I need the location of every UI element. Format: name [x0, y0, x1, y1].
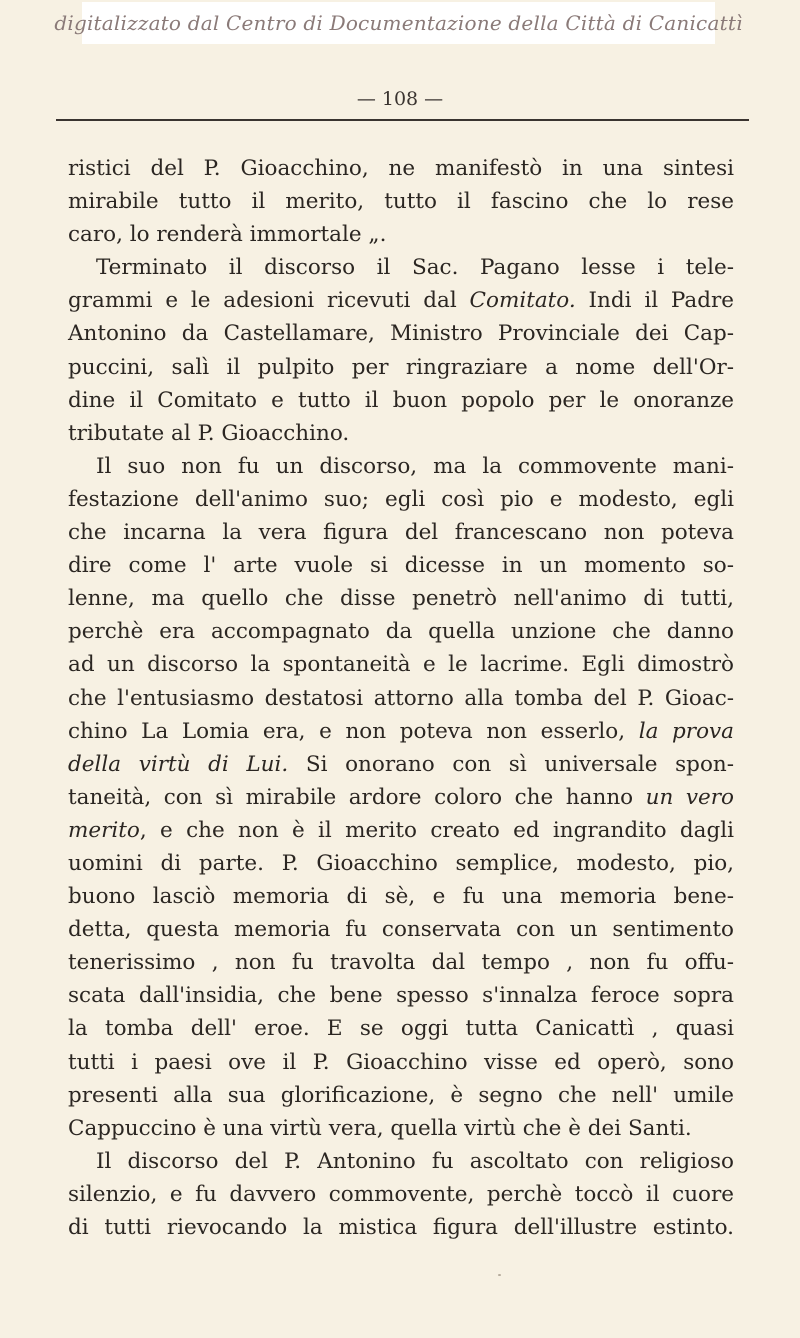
text-line: mirabile tutto il merito, tutto il fascino che lo rese [68, 189, 734, 215]
paper-speck [498, 1274, 501, 1276]
italic-fragment: Comitato. [469, 288, 576, 314]
text-line: che incarna la vera figura del francescano non poteva [68, 520, 734, 546]
text-line: che l'entusiasmo destatosi attorno alla tomba del P. Gioac- [68, 685, 734, 711]
text-line: presenti alla sua glorificazione, è segno che nell' umile [68, 1082, 734, 1108]
watermark-text: digitalizzato dal Centro di Documentazione della Città di Canicattì [54, 11, 743, 35]
italic-fragment: della virtù di Lui. [68, 751, 289, 777]
text-line [68, 715, 734, 748]
text-line: la tomba dell' eroe. E se oggi tutta Canicattì , quasi [68, 1016, 734, 1042]
text-fragment: Si onorano con sì universale spon- [288, 751, 734, 777]
text-line [68, 781, 734, 814]
text-line: silenzio, e fu davvero commovente, perchè toccò il cuore [68, 1181, 734, 1207]
text-line [68, 814, 734, 847]
text-line: tutti i paesi ove il P. Gioacchino visse ed operò, sono [68, 1049, 734, 1075]
text-fragment: Indi il Padre [575, 288, 734, 314]
text-fragment: taneità, con sì mirabile ardore coloro che hanno [68, 784, 646, 810]
watermark-banner [54, 2, 743, 44]
italic-fragment: merito [68, 817, 140, 843]
body-text [68, 152, 734, 1244]
text-line: scata dall'insidia, che bene spesso s'innalza feroce sopra [68, 983, 734, 1009]
text-line: ad un discorso la spontaneità e le lacrime. Egli dimostrò [68, 652, 734, 678]
text-line: detta, questa memoria fu conservata con un sentimento [68, 917, 734, 943]
text-line [68, 284, 734, 317]
text-line: caro, lo renderà immortale „. [68, 222, 387, 248]
text-line: di tutti rievocando la mistica figura dell'illustre estinto. [68, 1215, 734, 1240]
text-line: dire come l' arte vuole si dicesse in un momento so- [68, 553, 734, 579]
text-line: Cappuccino è una virtù vera, quella virtù che è dei Santi. [68, 1115, 692, 1141]
italic-fragment: un vero [645, 784, 734, 810]
text-line: puccini, salì il pulpito per ringraziare a nome dell'Or- [68, 354, 734, 380]
text-line: tributate al P. Gioacchino. [68, 420, 350, 446]
header-rule [56, 119, 749, 121]
text-fragment: grammi e le adesioni ricevuti dal [68, 288, 470, 314]
text-line: ristici del P. Gioacchino, ne manifestò in una sintesi [68, 156, 734, 181]
text-line: tenerissimo , non fu travolta dal tempo , non fu offu- [68, 950, 734, 976]
text-line: perchè era accompagnato da quella unzione che danno [68, 619, 734, 645]
text-line: dine il Comitato e tutto il buon popolo per le onoranze [68, 387, 734, 413]
page-number: — 108 — [356, 88, 444, 110]
text-line: uomini di parte. P. Gioacchino semplice, modesto, pio, [68, 850, 734, 876]
text-line [68, 748, 734, 781]
text-line: Antonino da Castellamare, Ministro Provinciale dei Cap- [68, 321, 734, 347]
text-line: Terminato il discorso il Sac. Pagano lesse i tele- [96, 255, 734, 281]
text-line: Il discorso del P. Antonino fu ascoltato con religioso [96, 1148, 734, 1174]
text-line: lenne, ma quello che disse penetrò nell'animo di tutti, [68, 586, 734, 612]
italic-fragment: la prova [638, 718, 734, 744]
text-line: festazione dell'animo suo; egli così pio e modesto, egli [68, 486, 734, 512]
text-fragment: , e che non è il merito creato ed ingrandito dagli [139, 817, 734, 843]
text-line: Il suo non fu un discorso, ma la commovente mani- [96, 453, 734, 479]
text-line: buono lasciò memoria di sè, e fu una memoria bene- [68, 884, 734, 910]
text-fragment: chino La Lomia era, e non poteva non esserlo, [68, 718, 639, 744]
